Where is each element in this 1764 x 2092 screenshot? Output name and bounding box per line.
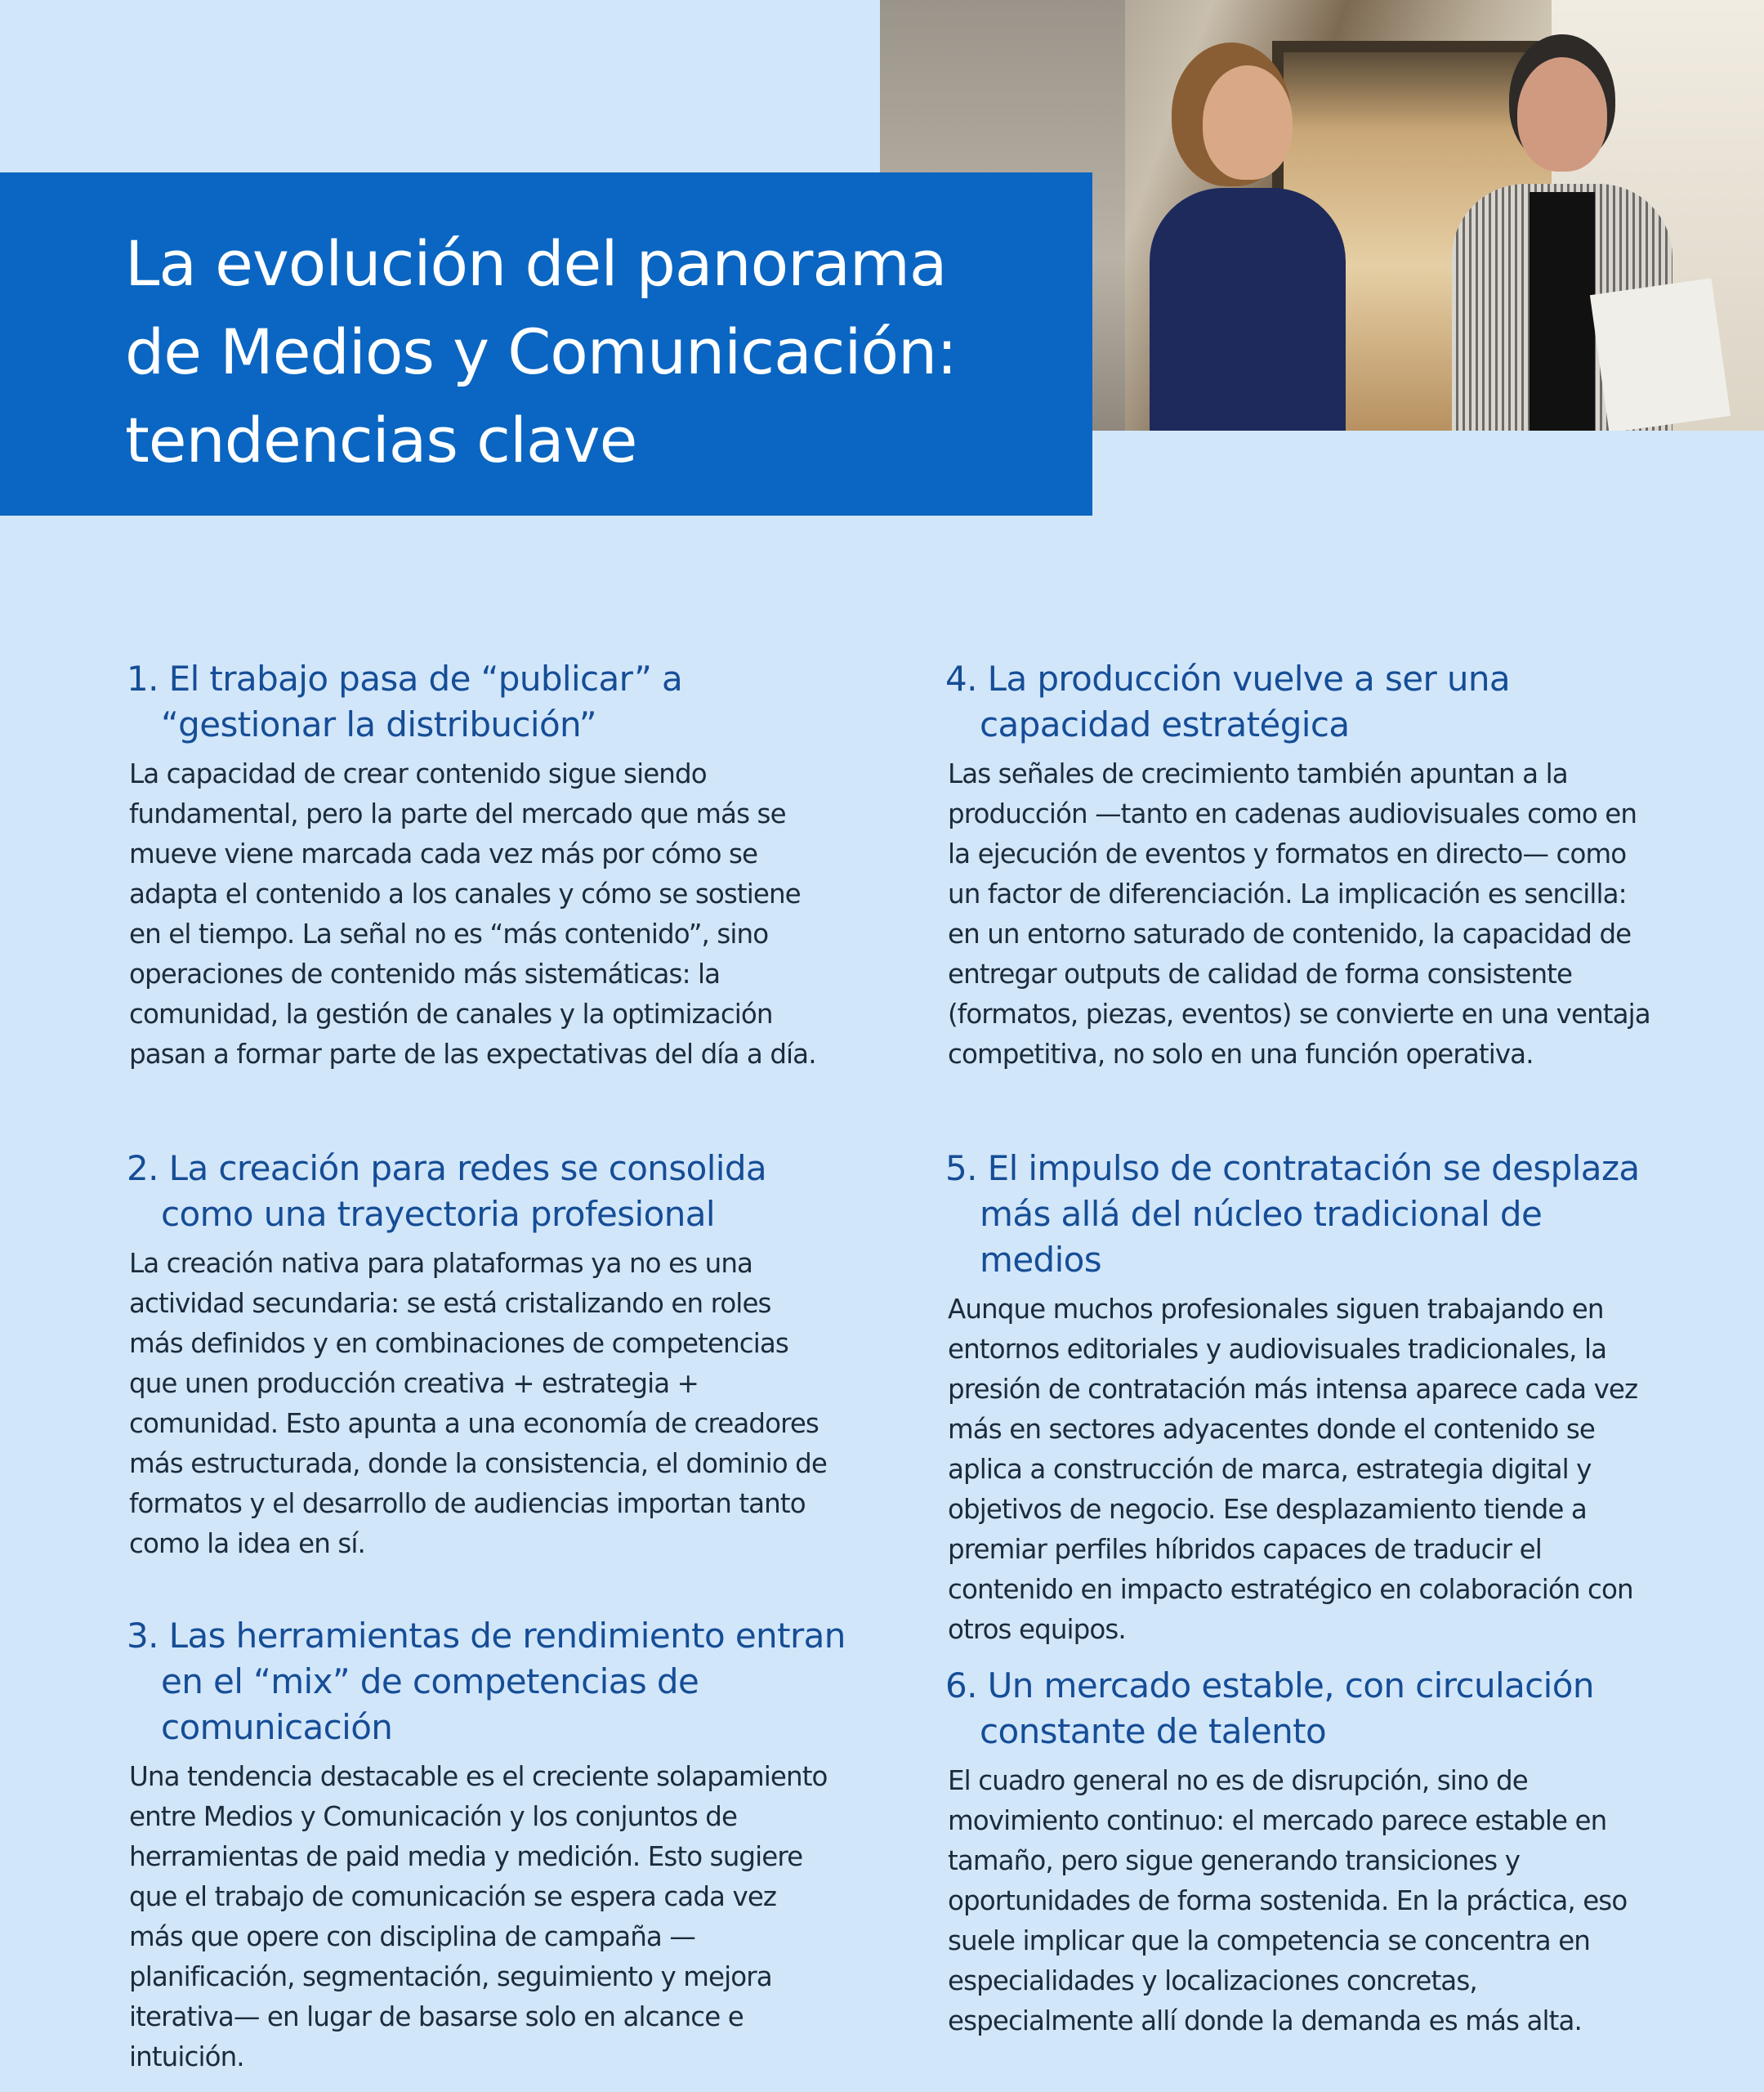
trend-heading-text: La producción vuelve a ser una capacidad estratégica <box>980 659 1511 744</box>
trend-section-1 <box>127 656 846 1075</box>
trend-body-6: El cuadro general no es de disrupción, sino de movimiento continuo: el mercado parece estable en tamaño, pero sigue generando transiciones y oportunidades de forma sostenida. En la práctica, eso suele implicar que la competencia se concentra en especialidades y localizaciones concretas, especialmente allí donde la demanda es más alta. <box>948 1765 1628 2036</box>
trend-body-5: Aunque muchos profesionales siguen trabajando en entornos editoriales y audiovisuales tradicionales, la presión de contratación más intensa aparece cada vez más en sectores adyacentes donde el contenido se aplica a construcción de marca, estrategia digital y objetivos de negocio. Ese desplazamiento tiende a premiar perfiles híbridos capaces de traducir el contenido en impacto estratégico en colaboración con otros equipos. <box>948 1294 1638 1645</box>
trend-number: 4. <box>945 659 977 699</box>
photo-woman-left-head <box>1203 65 1293 180</box>
trend-body-4: Las señales de crecimiento también apuntan a la producción —tanto en cadenas audiovisuales como en la ejecución de eventos y formatos en directo— como un factor de diferenciación. La implicación es sencilla: en un entorno saturado de contenido, la capacidad de entregar outputs de calidad de forma consistente (formatos, piezas, eventos) se convierte en una ventaja competitiva, no solo en una función operativa. <box>948 758 1650 1070</box>
trend-body-3: Una tendencia destacable es el creciente solapamiento entre Medios y Comunicación y los conjuntos de herramientas de paid media y medición. Esto sugiere que el trabajo de comunicación se espera cada vez más que opere con disciplina de campaña —planificación, segmentación, seguimiento y mejora iterativa— en lugar de basarse solo en alcance e intuición. <box>129 1761 828 2072</box>
title-line-1: La evolución del panorama <box>125 227 947 300</box>
trend-heading-6 <box>945 1663 1664 1755</box>
trend-body-2: La creación nativa para plataformas ya no es una actividad secundaria: se está cristalizando en roles más definidos y en combinaciones de competencias que unen producción creativa + estrategia + comunidad. Esto apunta a una economía de creadores más estructurada, donde la consistencia, el dominio de formatos y el desarrollo de audiencias importan tanto como la idea en sí. <box>129 1248 827 1559</box>
photo-woman-right-shirt <box>1530 192 1595 431</box>
title-banner <box>0 172 1092 516</box>
trend-heading-5 <box>945 1146 1664 1283</box>
trend-heading-text: Un mercado estable, con circulación constante de talento <box>980 1665 1594 1751</box>
trend-heading-2 <box>127 1146 846 1237</box>
trend-heading-1 <box>127 656 846 748</box>
trend-heading-text: El impulso de contratación se desplaza más allá del núcleo tradicional de medios <box>980 1148 1640 1280</box>
page-title <box>125 220 1065 485</box>
trend-section-5 <box>945 1146 1664 1650</box>
trend-number: 5. <box>945 1148 977 1188</box>
trend-section-4 <box>945 656 1664 1075</box>
trend-heading-text: La creación para redes se consolida como una trayectoria profesional <box>161 1148 767 1234</box>
trend-heading-text: El trabajo pasa de “publicar” a “gestionar la distribución” <box>161 659 683 744</box>
title-line-2: de Medios y Comunicación: <box>125 315 957 388</box>
trend-heading-3 <box>127 1613 846 1750</box>
title-line-3: tendencias clave <box>125 404 637 476</box>
trend-section-6 <box>945 1663 1664 2041</box>
trend-number: 6. <box>945 1665 977 1705</box>
trend-number: 1. <box>127 659 159 699</box>
trend-heading-text: Las herramientas de rendimiento entran en el “mix” de competencias de comunicación <box>161 1616 846 1747</box>
trend-section-3 <box>127 1613 846 2077</box>
trend-section-2 <box>127 1146 846 1564</box>
photo-papers <box>1590 278 1731 431</box>
trend-body-1: La capacidad de crear contenido sigue siendo fundamental, pero la parte del mercado que más se mueve viene marcada cada vez más por cómo se adapta el contenido a los canales y cómo se sostiene en el tiempo. La señal no es “más contenido”, sino operaciones de contenido más sistemáticas: la comunidad, la gestión de canales y la optimización pasan a formar parte de las expectativas del día a día. <box>129 758 816 1070</box>
photo-woman-left <box>1125 49 1370 431</box>
trend-number: 2. <box>127 1148 159 1188</box>
trend-heading-4 <box>945 656 1664 748</box>
photo-woman-right-head <box>1517 57 1607 172</box>
photo-woman-left-body <box>1150 188 1346 431</box>
trend-number: 3. <box>127 1616 159 1656</box>
